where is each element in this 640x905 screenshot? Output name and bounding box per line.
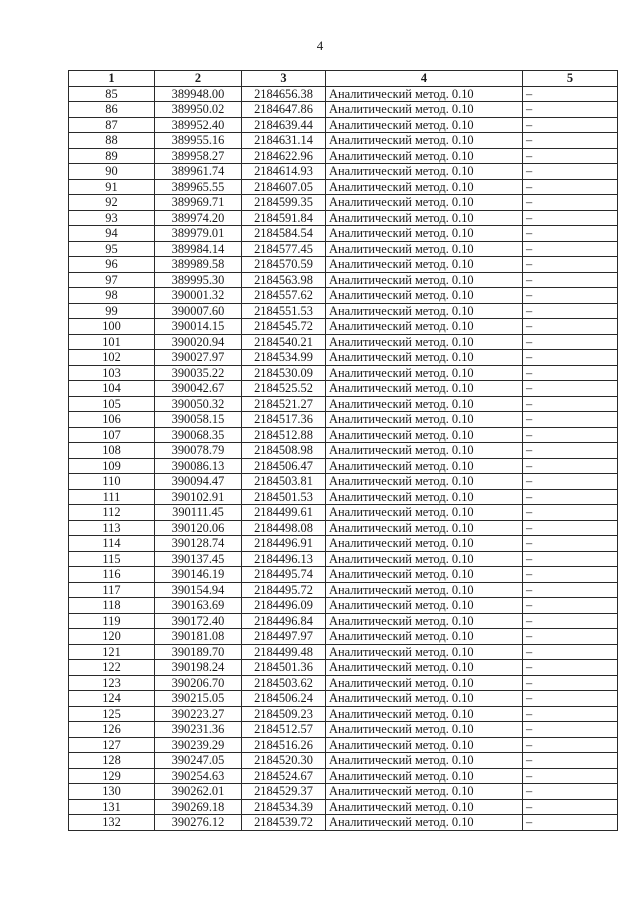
table-row	[69, 753, 618, 769]
table-row	[69, 427, 618, 443]
method-cell: Аналитический метод. 0.10	[326, 381, 523, 397]
note-cell: –	[523, 644, 618, 660]
method-cell: Аналитический метод. 0.10	[326, 443, 523, 459]
method-cell: Аналитический метод. 0.10	[326, 582, 523, 598]
y-coordinate-cell: 2184516.26	[242, 737, 326, 753]
x-coordinate-cell: 390276.12	[155, 815, 242, 831]
table-row	[69, 799, 618, 815]
method-cell: Аналитический метод. 0.10	[326, 117, 523, 133]
point-number-cell: 111	[69, 489, 155, 505]
y-coordinate-cell: 2184499.61	[242, 505, 326, 521]
point-number-cell: 103	[69, 365, 155, 381]
method-cell: Аналитический метод. 0.10	[326, 179, 523, 195]
table-row	[69, 737, 618, 753]
y-coordinate-cell: 2184539.72	[242, 815, 326, 831]
point-number-cell: 100	[69, 319, 155, 335]
note-cell: –	[523, 272, 618, 288]
note-cell: –	[523, 815, 618, 831]
y-coordinate-cell: 2184508.98	[242, 443, 326, 459]
x-coordinate-cell: 390181.08	[155, 629, 242, 645]
y-coordinate-cell: 2184551.53	[242, 303, 326, 319]
page-number: 4	[316, 38, 324, 53]
x-coordinate-cell: 390163.69	[155, 598, 242, 614]
x-coordinate-cell: 390111.45	[155, 505, 242, 521]
y-coordinate-cell: 2184639.44	[242, 117, 326, 133]
point-number-cell: 125	[69, 706, 155, 722]
method-cell: Аналитический метод. 0.10	[326, 613, 523, 629]
table-row	[69, 210, 618, 226]
note-cell: –	[523, 722, 618, 738]
x-coordinate-cell: 390020.94	[155, 334, 242, 350]
x-coordinate-cell: 389958.27	[155, 148, 242, 164]
y-coordinate-cell: 2184501.36	[242, 660, 326, 676]
point-number-cell: 122	[69, 660, 155, 676]
note-cell: –	[523, 799, 618, 815]
method-cell: Аналитический метод. 0.10	[326, 427, 523, 443]
note-cell: –	[523, 675, 618, 691]
method-cell: Аналитический метод. 0.10	[326, 768, 523, 784]
method-cell: Аналитический метод. 0.10	[326, 505, 523, 521]
table-row	[69, 86, 618, 102]
y-coordinate-cell: 2184563.98	[242, 272, 326, 288]
note-cell: –	[523, 567, 618, 583]
point-number-cell: 98	[69, 288, 155, 304]
method-cell: Аналитический метод. 0.10	[326, 644, 523, 660]
y-coordinate-cell: 2184498.08	[242, 520, 326, 536]
table-row	[69, 474, 618, 490]
point-number-cell: 95	[69, 241, 155, 257]
note-cell: –	[523, 226, 618, 242]
note-cell: –	[523, 768, 618, 784]
x-coordinate-cell: 389979.01	[155, 226, 242, 242]
point-number-cell: 114	[69, 536, 155, 552]
x-coordinate-cell: 389952.40	[155, 117, 242, 133]
method-cell: Аналитический метод. 0.10	[326, 691, 523, 707]
y-coordinate-cell: 2184496.09	[242, 598, 326, 614]
point-number-cell: 92	[69, 195, 155, 211]
method-cell: Аналитический метод. 0.10	[326, 272, 523, 288]
x-coordinate-cell: 390189.70	[155, 644, 242, 660]
note-cell: –	[523, 303, 618, 319]
method-cell: Аналитический метод. 0.10	[326, 303, 523, 319]
y-coordinate-cell: 2184647.86	[242, 102, 326, 118]
y-coordinate-cell: 2184497.97	[242, 629, 326, 645]
x-coordinate-cell: 389950.02	[155, 102, 242, 118]
point-number-cell: 130	[69, 784, 155, 800]
x-coordinate-cell: 390068.35	[155, 427, 242, 443]
x-coordinate-cell: 389984.14	[155, 241, 242, 257]
method-cell: Аналитический метод. 0.10	[326, 210, 523, 226]
y-coordinate-cell: 2184577.45	[242, 241, 326, 257]
table-row	[69, 133, 618, 149]
point-number-cell: 123	[69, 675, 155, 691]
note-cell: –	[523, 613, 618, 629]
column-header-4: 4	[326, 71, 523, 87]
note-cell: –	[523, 443, 618, 459]
x-coordinate-cell: 389989.58	[155, 257, 242, 273]
note-cell: –	[523, 319, 618, 335]
note-cell: –	[523, 706, 618, 722]
table-row	[69, 675, 618, 691]
point-number-cell: 97	[69, 272, 155, 288]
note-cell: –	[523, 505, 618, 521]
note-cell: –	[523, 381, 618, 397]
x-coordinate-cell: 390254.63	[155, 768, 242, 784]
x-coordinate-cell: 390247.05	[155, 753, 242, 769]
table-row	[69, 768, 618, 784]
table-row	[69, 598, 618, 614]
y-coordinate-cell: 2184591.84	[242, 210, 326, 226]
x-coordinate-cell: 389961.74	[155, 164, 242, 180]
table-row	[69, 629, 618, 645]
point-number-cell: 128	[69, 753, 155, 769]
method-cell: Аналитический метод. 0.10	[326, 815, 523, 831]
point-number-cell: 90	[69, 164, 155, 180]
point-number-cell: 132	[69, 815, 155, 831]
note-cell: –	[523, 257, 618, 273]
method-cell: Аналитический метод. 0.10	[326, 288, 523, 304]
note-cell: –	[523, 334, 618, 350]
table-row	[69, 567, 618, 583]
table-row	[69, 505, 618, 521]
point-number-cell: 118	[69, 598, 155, 614]
point-number-cell: 96	[69, 257, 155, 273]
coordinates-table	[68, 70, 618, 831]
y-coordinate-cell: 2184525.52	[242, 381, 326, 397]
y-coordinate-cell: 2184496.13	[242, 551, 326, 567]
point-number-cell: 112	[69, 505, 155, 521]
x-coordinate-cell: 390137.45	[155, 551, 242, 567]
note-cell: –	[523, 195, 618, 211]
y-coordinate-cell: 2184520.30	[242, 753, 326, 769]
method-cell: Аналитический метод. 0.10	[326, 489, 523, 505]
point-number-cell: 94	[69, 226, 155, 242]
note-cell: –	[523, 412, 618, 428]
table-row	[69, 102, 618, 118]
table-row	[69, 272, 618, 288]
note-cell: –	[523, 753, 618, 769]
method-cell: Аналитический метод. 0.10	[326, 706, 523, 722]
y-coordinate-cell: 2184509.23	[242, 706, 326, 722]
point-number-cell: 109	[69, 458, 155, 474]
x-coordinate-cell: 390035.22	[155, 365, 242, 381]
y-coordinate-cell: 2184501.53	[242, 489, 326, 505]
note-cell: –	[523, 210, 618, 226]
method-cell: Аналитический метод. 0.10	[326, 753, 523, 769]
table-row	[69, 489, 618, 505]
note-cell: –	[523, 458, 618, 474]
x-coordinate-cell: 390027.97	[155, 350, 242, 366]
y-coordinate-cell: 2184584.54	[242, 226, 326, 242]
table-row	[69, 458, 618, 474]
point-number-cell: 116	[69, 567, 155, 583]
table-row	[69, 288, 618, 304]
point-number-cell: 120	[69, 629, 155, 645]
note-cell: –	[523, 582, 618, 598]
method-cell: Аналитический метод. 0.10	[326, 536, 523, 552]
point-number-cell: 124	[69, 691, 155, 707]
point-number-cell: 93	[69, 210, 155, 226]
x-coordinate-cell: 390206.70	[155, 675, 242, 691]
table-row	[69, 551, 618, 567]
note-cell: –	[523, 737, 618, 753]
method-cell: Аналитический метод. 0.10	[326, 520, 523, 536]
table-row	[69, 691, 618, 707]
table-row	[69, 350, 618, 366]
table-row	[69, 722, 618, 738]
point-number-cell: 117	[69, 582, 155, 598]
x-coordinate-cell: 390058.15	[155, 412, 242, 428]
table-body	[69, 86, 618, 830]
point-number-cell: 102	[69, 350, 155, 366]
note-cell: –	[523, 86, 618, 102]
note-cell: –	[523, 117, 618, 133]
table-row	[69, 613, 618, 629]
x-coordinate-cell: 389969.71	[155, 195, 242, 211]
point-number-cell: 86	[69, 102, 155, 118]
method-cell: Аналитический метод. 0.10	[326, 598, 523, 614]
point-number-cell: 108	[69, 443, 155, 459]
table-row	[69, 257, 618, 273]
point-number-cell: 121	[69, 644, 155, 660]
y-coordinate-cell: 2184622.96	[242, 148, 326, 164]
y-coordinate-cell: 2184496.91	[242, 536, 326, 552]
y-coordinate-cell: 2184495.72	[242, 582, 326, 598]
table-row	[69, 195, 618, 211]
y-coordinate-cell: 2184570.59	[242, 257, 326, 273]
y-coordinate-cell: 2184530.09	[242, 365, 326, 381]
note-cell: –	[523, 551, 618, 567]
method-cell: Аналитический метод. 0.10	[326, 412, 523, 428]
table-row	[69, 381, 618, 397]
y-coordinate-cell: 2184506.24	[242, 691, 326, 707]
note-cell: –	[523, 474, 618, 490]
y-coordinate-cell: 2184540.21	[242, 334, 326, 350]
column-header-2: 2	[155, 71, 242, 87]
point-number-cell: 105	[69, 396, 155, 412]
table-row	[69, 179, 618, 195]
table-row	[69, 644, 618, 660]
table-row	[69, 148, 618, 164]
table-row	[69, 396, 618, 412]
y-coordinate-cell: 2184521.27	[242, 396, 326, 412]
method-cell: Аналитический метод. 0.10	[326, 148, 523, 164]
table-row	[69, 536, 618, 552]
method-cell: Аналитический метод. 0.10	[326, 629, 523, 645]
note-cell: –	[523, 784, 618, 800]
point-number-cell: 89	[69, 148, 155, 164]
x-coordinate-cell: 390198.24	[155, 660, 242, 676]
x-coordinate-cell: 389955.16	[155, 133, 242, 149]
y-coordinate-cell: 2184506.47	[242, 458, 326, 474]
method-cell: Аналитический метод. 0.10	[326, 396, 523, 412]
y-coordinate-cell: 2184517.36	[242, 412, 326, 428]
point-number-cell: 106	[69, 412, 155, 428]
method-cell: Аналитический метод. 0.10	[326, 365, 523, 381]
table-row	[69, 520, 618, 536]
method-cell: Аналитический метод. 0.10	[326, 675, 523, 691]
method-cell: Аналитический метод. 0.10	[326, 86, 523, 102]
note-cell: –	[523, 133, 618, 149]
table-row	[69, 365, 618, 381]
y-coordinate-cell: 2184599.35	[242, 195, 326, 211]
x-coordinate-cell: 390215.05	[155, 691, 242, 707]
y-coordinate-cell: 2184512.57	[242, 722, 326, 738]
table-row	[69, 815, 618, 831]
y-coordinate-cell: 2184631.14	[242, 133, 326, 149]
point-number-cell: 110	[69, 474, 155, 490]
x-coordinate-cell: 389995.30	[155, 272, 242, 288]
table-header-row	[69, 71, 618, 87]
note-cell: –	[523, 365, 618, 381]
x-coordinate-cell: 390094.47	[155, 474, 242, 490]
method-cell: Аналитический метод. 0.10	[326, 784, 523, 800]
point-number-cell: 113	[69, 520, 155, 536]
method-cell: Аналитический метод. 0.10	[326, 102, 523, 118]
y-coordinate-cell: 2184499.48	[242, 644, 326, 660]
x-coordinate-cell: 389965.55	[155, 179, 242, 195]
table-row	[69, 164, 618, 180]
point-number-cell: 104	[69, 381, 155, 397]
point-number-cell: 88	[69, 133, 155, 149]
x-coordinate-cell: 390172.40	[155, 613, 242, 629]
method-cell: Аналитический метод. 0.10	[326, 350, 523, 366]
note-cell: –	[523, 427, 618, 443]
x-coordinate-cell: 390223.27	[155, 706, 242, 722]
note-cell: –	[523, 598, 618, 614]
x-coordinate-cell: 390042.67	[155, 381, 242, 397]
y-coordinate-cell: 2184614.93	[242, 164, 326, 180]
method-cell: Аналитический метод. 0.10	[326, 551, 523, 567]
point-number-cell: 119	[69, 613, 155, 629]
table-row	[69, 334, 618, 350]
x-coordinate-cell: 389974.20	[155, 210, 242, 226]
point-number-cell: 126	[69, 722, 155, 738]
x-coordinate-cell: 390050.32	[155, 396, 242, 412]
point-number-cell: 129	[69, 768, 155, 784]
note-cell: –	[523, 489, 618, 505]
note-cell: –	[523, 536, 618, 552]
table-row	[69, 582, 618, 598]
point-number-cell: 107	[69, 427, 155, 443]
point-number-cell: 131	[69, 799, 155, 815]
point-number-cell: 127	[69, 737, 155, 753]
x-coordinate-cell: 390146.19	[155, 567, 242, 583]
x-coordinate-cell: 390262.01	[155, 784, 242, 800]
table-row	[69, 226, 618, 242]
note-cell: –	[523, 241, 618, 257]
note-cell: –	[523, 179, 618, 195]
point-number-cell: 87	[69, 117, 155, 133]
point-number-cell: 85	[69, 86, 155, 102]
note-cell: –	[523, 691, 618, 707]
x-coordinate-cell: 389948.00	[155, 86, 242, 102]
y-coordinate-cell: 2184512.88	[242, 427, 326, 443]
method-cell: Аналитический метод. 0.10	[326, 799, 523, 815]
method-cell: Аналитический метод. 0.10	[326, 334, 523, 350]
y-coordinate-cell: 2184534.39	[242, 799, 326, 815]
point-number-cell: 115	[69, 551, 155, 567]
x-coordinate-cell: 390078.79	[155, 443, 242, 459]
note-cell: –	[523, 102, 618, 118]
y-coordinate-cell: 2184496.84	[242, 613, 326, 629]
x-coordinate-cell: 390001.32	[155, 288, 242, 304]
table-row	[69, 303, 618, 319]
y-coordinate-cell: 2184503.81	[242, 474, 326, 490]
y-coordinate-cell: 2184607.05	[242, 179, 326, 195]
method-cell: Аналитический метод. 0.10	[326, 133, 523, 149]
point-number-cell: 101	[69, 334, 155, 350]
method-cell: Аналитический метод. 0.10	[326, 567, 523, 583]
y-coordinate-cell: 2184529.37	[242, 784, 326, 800]
method-cell: Аналитический метод. 0.10	[326, 195, 523, 211]
note-cell: –	[523, 148, 618, 164]
point-number-cell: 91	[69, 179, 155, 195]
method-cell: Аналитический метод. 0.10	[326, 164, 523, 180]
note-cell: –	[523, 164, 618, 180]
column-header-1: 1	[69, 71, 155, 87]
method-cell: Аналитический метод. 0.10	[326, 257, 523, 273]
table-row	[69, 412, 618, 428]
table-row	[69, 660, 618, 676]
x-coordinate-cell: 390231.36	[155, 722, 242, 738]
method-cell: Аналитический метод. 0.10	[326, 319, 523, 335]
table-row	[69, 443, 618, 459]
point-number-cell: 99	[69, 303, 155, 319]
method-cell: Аналитический метод. 0.10	[326, 241, 523, 257]
x-coordinate-cell: 390014.15	[155, 319, 242, 335]
x-coordinate-cell: 390154.94	[155, 582, 242, 598]
note-cell: –	[523, 396, 618, 412]
x-coordinate-cell: 390086.13	[155, 458, 242, 474]
column-header-5: 5	[523, 71, 618, 87]
method-cell: Аналитический метод. 0.10	[326, 458, 523, 474]
y-coordinate-cell: 2184495.74	[242, 567, 326, 583]
note-cell: –	[523, 350, 618, 366]
y-coordinate-cell: 2184656.38	[242, 86, 326, 102]
note-cell: –	[523, 629, 618, 645]
method-cell: Аналитический метод. 0.10	[326, 226, 523, 242]
method-cell: Аналитический метод. 0.10	[326, 474, 523, 490]
method-cell: Аналитический метод. 0.10	[326, 737, 523, 753]
y-coordinate-cell: 2184557.62	[242, 288, 326, 304]
x-coordinate-cell: 390269.18	[155, 799, 242, 815]
note-cell: –	[523, 660, 618, 676]
table-row	[69, 706, 618, 722]
table-row	[69, 319, 618, 335]
y-coordinate-cell: 2184524.67	[242, 768, 326, 784]
x-coordinate-cell: 390102.91	[155, 489, 242, 505]
note-cell: –	[523, 520, 618, 536]
y-coordinate-cell: 2184503.62	[242, 675, 326, 691]
x-coordinate-cell: 390128.74	[155, 536, 242, 552]
y-coordinate-cell: 2184534.99	[242, 350, 326, 366]
method-cell: Аналитический метод. 0.10	[326, 722, 523, 738]
table-row	[69, 241, 618, 257]
y-coordinate-cell: 2184545.72	[242, 319, 326, 335]
method-cell: Аналитический метод. 0.10	[326, 660, 523, 676]
note-cell: –	[523, 288, 618, 304]
table-row	[69, 117, 618, 133]
table-row	[69, 784, 618, 800]
column-header-3: 3	[242, 71, 326, 87]
x-coordinate-cell: 390120.06	[155, 520, 242, 536]
x-coordinate-cell: 390007.60	[155, 303, 242, 319]
x-coordinate-cell: 390239.29	[155, 737, 242, 753]
